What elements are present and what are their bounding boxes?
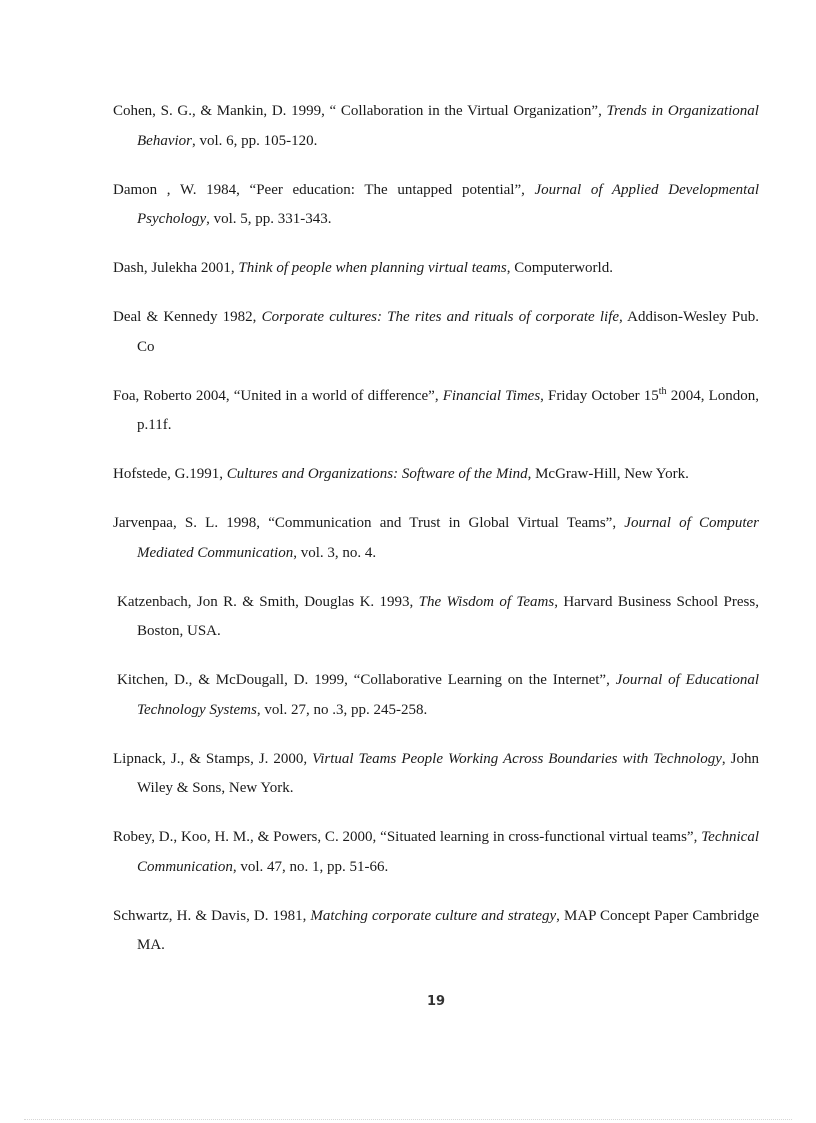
reference-title: Technical Communication [137,829,759,875]
reference-entry-lipnack: Lipnack, J., & Stamps, J. 2000, Virtual Teams People Working Across Boundaries with Technology, John Wiley & Sons, New York. [113,750,759,796]
reference-entry-cohen: Cohen, S. G., & Mankin, D. 1999, “ Collaboration in the Virtual Organization”, Trends in Organizational Behavior, vol. 6, pp. 105-120. [113,103,759,149]
reference-title: The Wisdom of Teams [418,593,555,610]
reference-entry-schwartz: Schwartz, H. & Davis, D. 1981, Matching corporate culture and strategy, MAP Concept Paper Cambridge MA. [113,907,759,953]
reference-title: Corporate cultures: The rites and rituals of corporate life, [261,309,623,325]
reference-title: Journal of Applied Developmental Psychology [137,181,759,227]
reference-title: Trends in Organizational Behavior [137,103,759,149]
reference-entry-damon: Damon , W. 1984, “Peer education: The untapped potential”, Journal of Applied Developmental Psychology, vol. 5, pp. 331-343. [113,181,759,227]
reference-title: Financial Times [442,387,541,404]
reference-entry-jarvenpaa: Jarvenpaa, S. L. 1998, “Communication and Trust in Global Virtual Teams”, Journal of Computer Mediated Communication, vol. 3, no. 4. [113,515,759,561]
reference-title: Think of people when planning virtual teams [238,260,507,276]
reference-entry-robey: Robey, D., Koo, H. M., & Powers, C. 2000, “Situated learning in cross-functional virtual teams”, Technical Communication, vol. 47, no. 1, pp. 51-66. [113,829,759,875]
reference-title: Journal of Computer Mediated Communication [137,515,759,561]
reference-list [113,97,759,980]
reference-title: Virtual Teams People Working Across Boundaries with Technology [312,750,722,767]
reference-entry-hofstede: Hofstede, G.1991, Cultures and Organizations: Software of the Mind, McGraw-Hill, New York. [113,466,689,482]
page-number: 19 [426,994,446,1009]
reference-title: Cultures and Organizations: Software of the Mind [226,466,528,482]
reference-entry-katzenbach: Katzenbach, Jon R. & Smith, Douglas K. 1993, The Wisdom of Teams, Harvard Business School Press, Boston, USA. [117,593,759,639]
reference-entry-dash: Dash, Julekha 2001, Think of people when planning virtual teams, Computerworld. [113,260,613,276]
reference-entry-kitchen: Kitchen, D., & McDougall, D. 1999, “Collaborative Learning on the Internet”, Journal of Educational Technology Systems, vol. 27, no .3, pp. 245-258. [117,672,760,718]
page-bottom-divider [24,1119,792,1120]
reference-entry-deal: Deal & Kennedy 1982, Corporate cultures: The rites and rituals of corporate life, Addison-Wesley Pub. Co [113,309,759,355]
reference-title: Journal of Educational Technology Systems [137,672,760,718]
reference-title: Matching corporate culture and strategy [310,907,557,924]
reference-entry-foa: Foa, Roberto 2004, “United in a world of difference”, Financial Times, Friday October 15th 2004, London, p.11f. [113,385,759,433]
ordinal-superscript: th [658,385,667,397]
